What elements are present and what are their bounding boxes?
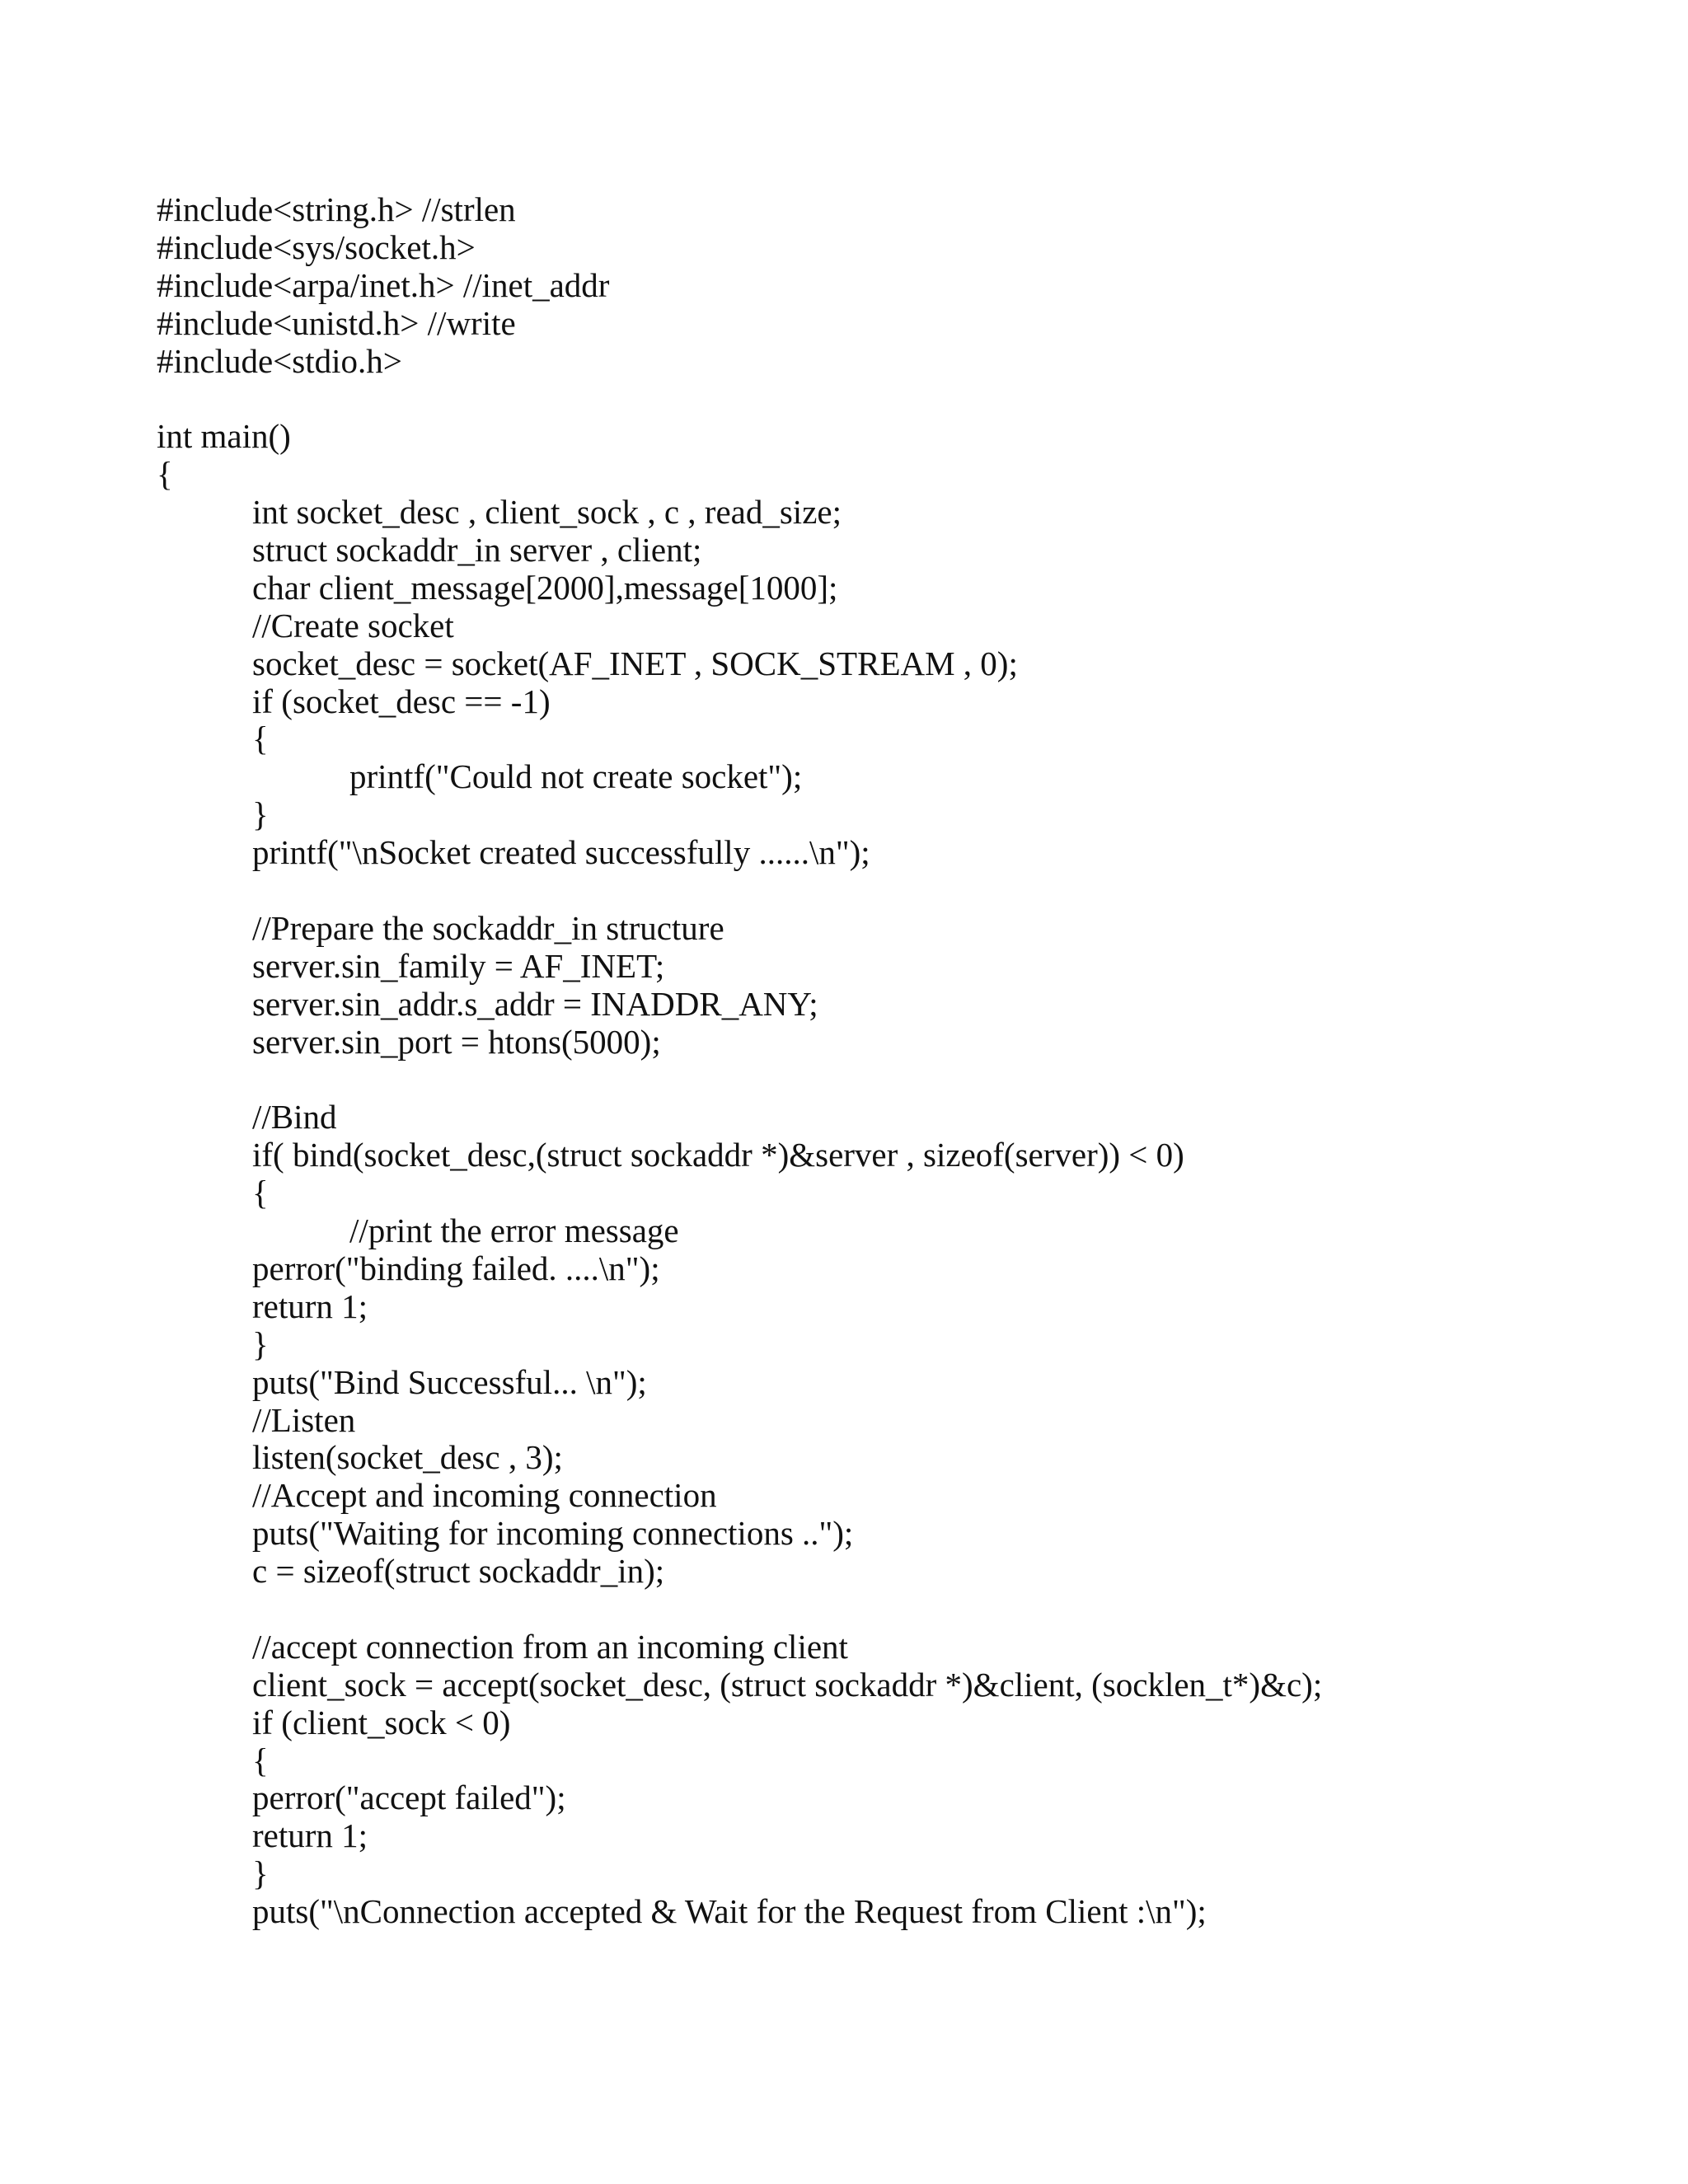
code-line: char client_message[2000],message[1000]; — [252, 568, 838, 607]
code-line: perror("binding failed. ....\n"); — [252, 1249, 660, 1287]
code-line: return 1; — [252, 1816, 368, 1855]
code-line: return 1; — [252, 1286, 368, 1325]
code-line: #include<sys/socket.h> — [157, 227, 476, 266]
blank-line — [0, 1591, 1688, 1629]
blank-line — [0, 380, 1688, 418]
code-line: perror("accept failed"); — [252, 1779, 566, 1817]
code-line: { — [252, 719, 269, 758]
code-line: #include<string.h> //strlen — [157, 190, 516, 228]
code-line: server.sin_family = AF_INET; — [252, 946, 665, 985]
code-line: #include<stdio.h> — [157, 341, 402, 380]
code-line: //Create socket — [252, 606, 454, 644]
code-listing — [0, 191, 1688, 1931]
code-line: c = sizeof(struct sockaddr_in); — [252, 1552, 665, 1591]
blank-line — [0, 1061, 1688, 1099]
code-line: //Prepare the sockaddr_in structure — [252, 908, 724, 947]
blank-line — [0, 872, 1688, 910]
code-line: //Accept and incoming connection — [252, 1476, 717, 1515]
code-line: //Bind — [252, 1098, 337, 1137]
code-line: socket_desc = socket(AF_INET , SOCK_STREAM , 0); — [252, 644, 1018, 682]
code-line: { — [252, 1741, 269, 1779]
code-line: if (socket_desc == -1) — [252, 682, 551, 720]
code-line: puts("\nConnection accepted & Wait for the Request from Client :\n"); — [252, 1892, 1207, 1931]
code-line: #include<arpa/inet.h> //inet_addr — [157, 265, 610, 304]
code-line: server.sin_addr.s_addr = INADDR_ANY; — [252, 984, 818, 1023]
code-line: int main() — [157, 417, 291, 456]
code-line: //print the error message — [349, 1212, 679, 1250]
code-line: puts("Bind Successful... \n"); — [252, 1362, 647, 1401]
code-line: //accept connection from an incoming client — [252, 1627, 848, 1666]
code-line: { — [252, 1174, 269, 1212]
code-line: { — [157, 455, 173, 494]
code-line: } — [252, 1854, 269, 1893]
code-line: if (client_sock < 0) — [252, 1703, 511, 1741]
code-line: #include<unistd.h> //write — [157, 303, 516, 342]
code-line: //Listen — [252, 1400, 356, 1439]
code-line: if( bind(socket_desc,(struct sockaddr *)&server , sizeof(server)) < 0) — [252, 1136, 1184, 1174]
code-line: server.sin_port = htons(5000); — [252, 1022, 661, 1061]
code-line: struct sockaddr_in server , client; — [252, 531, 702, 569]
code-line: } — [252, 795, 269, 834]
code-line: printf("Could not create socket"); — [349, 757, 803, 796]
code-line: listen(socket_desc , 3); — [252, 1438, 563, 1477]
code-line: puts("Waiting for incoming connections .."); — [252, 1514, 854, 1553]
code-line: int socket_desc , client_sock , c , read_size; — [252, 493, 842, 532]
code-line: printf("\nSocket created successfully ......\n"); — [252, 833, 870, 872]
code-line: client_sock = accept(socket_desc, (struct sockaddr *)&client, (socklen_t*)&c); — [252, 1665, 1323, 1704]
code-line: } — [252, 1324, 269, 1363]
